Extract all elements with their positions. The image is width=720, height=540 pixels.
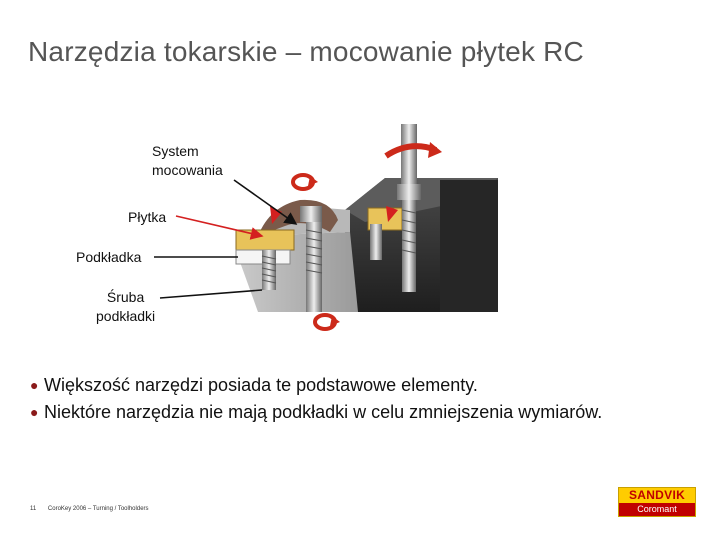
rotation-arrow-bottom xyxy=(315,315,340,329)
bullet-list xyxy=(30,374,670,428)
logo-bottom-text: Coromant xyxy=(619,503,695,516)
slide-title: Narzędzia tokarskie – mocowanie płytek RC xyxy=(28,36,584,67)
bullet-dot-icon: ● xyxy=(30,377,39,393)
logo-top-text: SANDVIK xyxy=(619,488,695,503)
sandvik-coromant-logo xyxy=(618,487,696,517)
pointer-sruba xyxy=(160,290,262,298)
tool-body xyxy=(345,178,498,312)
label-sruba: Śruba podkładki xyxy=(96,289,156,324)
bullet-item: ● Niektóre narzędzia nie mają podkładki w celu zmniejszenia wymiarów. xyxy=(30,402,603,422)
label-system: System mocowania xyxy=(152,143,223,178)
pointer-system xyxy=(234,180,296,224)
bullet-item: ● Większość narzędzi posiada te podstawowe elementy. xyxy=(30,375,478,395)
pointer-plytka xyxy=(176,216,262,236)
rotation-arrow-left xyxy=(293,175,318,189)
page-number: 11 xyxy=(30,506,37,512)
label-plytka: Płytka xyxy=(128,209,167,225)
shim-screw xyxy=(262,250,276,290)
slide-footer xyxy=(30,506,159,512)
footer-text: CoroKey 2006 – Turning / Toolholders xyxy=(47,506,149,512)
label-podkladka: Podkładka xyxy=(76,249,142,265)
bullet-dot-icon: ● xyxy=(30,404,39,420)
